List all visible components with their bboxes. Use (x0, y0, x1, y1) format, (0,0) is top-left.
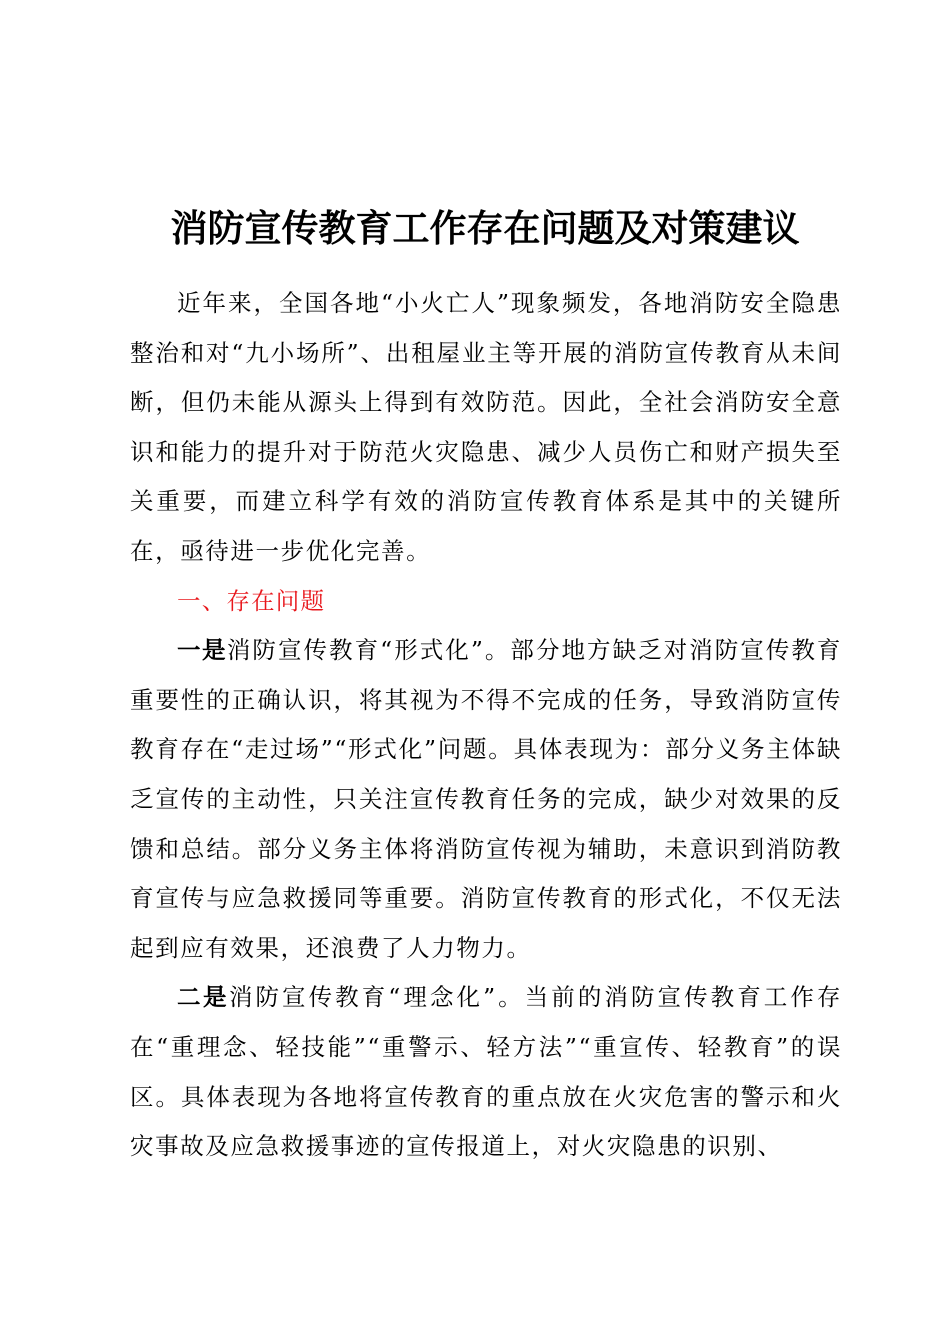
point-one-paragraph (130, 626, 842, 973)
document-title: 消防宣传教育工作存在问题及对策建议 (170, 206, 800, 250)
point-one-lead: 一是 (177, 636, 227, 665)
point-two-paragraph (130, 973, 842, 1171)
point-one-text: 消防宣传教育“形式化”。部分地方缺乏对消防宣传教育重要性的正确认识，将其视为不得不完成的任务，导致消防宣传教育存在“走过场”“形式化”问题。具体表现为：部分义务主体缺乏宣传的主动性，只关注宣传教育任务的完成，缺少对效果的反馈和总结。部分义务主体将消防宣传视为辅助，未意识到消防教育宣传与应急救援同等重要。消防宣传教育的形式化，不仅无法起到应有效果，还浪费了人力物力。 (130, 636, 843, 962)
point-two-lead: 二是 (177, 983, 229, 1012)
document-body (130, 279, 842, 1172)
point-two-text: 消防宣传教育“理念化”。当前的消防宣传教育工作存在“重理念、轻技能”“重警示、轻方法”“重宣传、轻教育”的误区。具体表现为各地将宣传教育的重点放在火灾危害的警示和火灾事故及应急救援事迹的宣传报道上，对火灾隐患的识别、 (130, 983, 843, 1161)
intro-paragraph: 近年来，全国各地“小火亡人”现象频发，各地消防安全隐患整治和对“九小场所”、出租屋业主等开展的消防宣传教育从未间断，但仍未能从源头上得到有效防范。因此，全社会消防安全意识和能力的提升对于防范火灾隐患、减少人员伤亡和财产损失至关重要，而建立科学有效的消防宣传教育体系是其中的关键所在，亟待进一步优化完善。 (130, 289, 842, 565)
section-heading: 一、存在问题 (177, 586, 326, 615)
